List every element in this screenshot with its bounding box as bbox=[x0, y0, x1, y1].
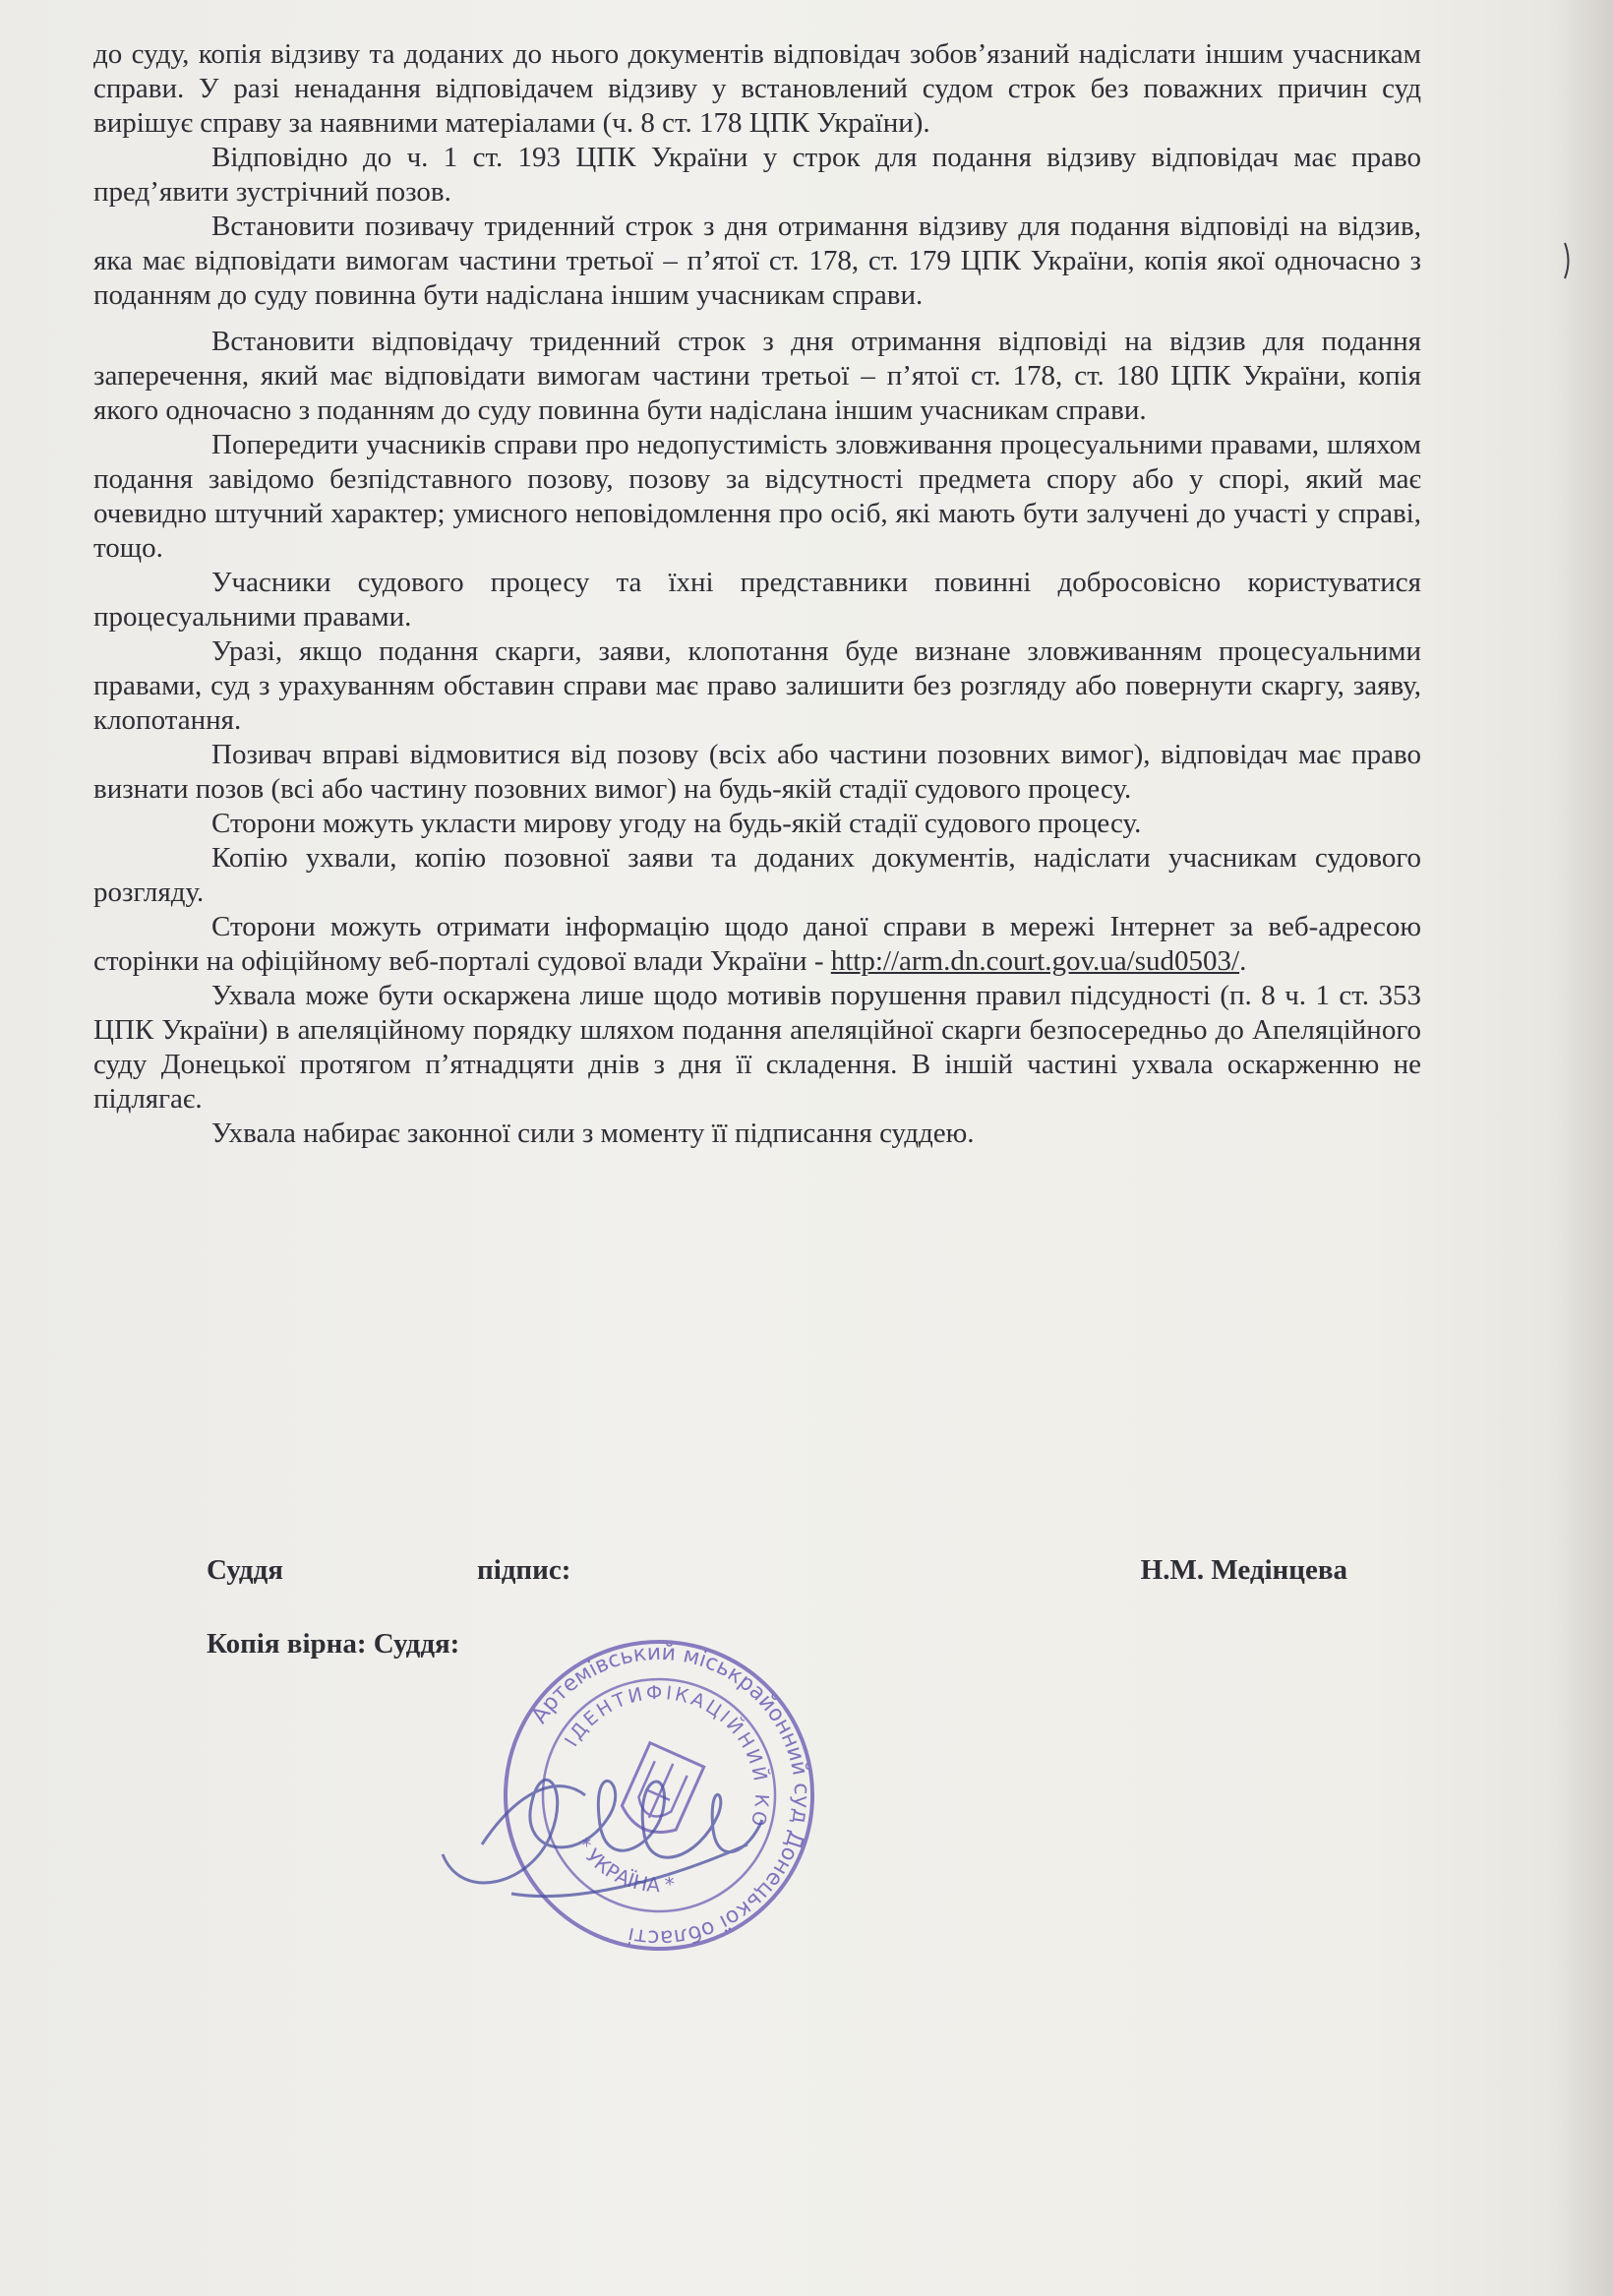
court-stamp bbox=[423, 1608, 875, 1982]
paragraph-abuse-warning: Попередити учасників справи про недопустимість зловживання процесуальними правами, шляхом подання завідомо безпідставного позову, позову за відсутності предмета спору або у спорі, який має очевидно штучний характер; умисного неповідомлення про осіб, які мають бути залучені до участі у справі, тощо. bbox=[93, 429, 1421, 564]
stamp-seal bbox=[436, 1608, 875, 1982]
signature-label: підпис: bbox=[477, 1554, 571, 1586]
copy-certified-label: Копія вірна: Суддя: bbox=[207, 1628, 460, 1660]
document-body bbox=[93, 37, 1421, 1151]
paragraph-good-faith: Учасники судового процесу та їхні представники повинні добросовісно користуватися процесуальними правами. bbox=[93, 567, 1421, 633]
paragraph-legal-force: Ухвала набирає законної сили з моменту її підписання суддею. bbox=[211, 1118, 975, 1149]
paragraph-abuse-consequence: Уразі, якщо подання скарги, заяви, клопотання буде визнане зловживанням процесуальними правами, суд з урахуванням обставин справи має право залишити без розгляду або повернути скаргу, заяву, клопотання. bbox=[93, 635, 1421, 736]
paragraph-response-delivery: до суду, копія відзиву та доданих до нього документів відповідач зобов’язаний надіслати іншим учасникам справи. У разі ненадання відповідачем відзиву у встановлений судом строк без поважних причин суд вирішує справу за наявними матеріалами (ч. 8 ст. 178 ЦПК України). bbox=[93, 38, 1421, 139]
paragraph-copies: Копію ухвали, копію позовної заяви та доданих документів, надіслати учасникам судового розгляду. bbox=[93, 842, 1421, 908]
paragraph-waiver: Позивач вправі відмовитися від позову (всіх або частини позовних вимог), відповідач має право визнати позов (всі або частину позовних вимог) на будь-якій стадії судового процесу. bbox=[93, 739, 1421, 805]
paragraph-settlement: Сторони можуть укласти мирову угоду на будь-якій стадії судового процесу. bbox=[211, 808, 1142, 839]
paragraph-internet bbox=[93, 910, 1421, 979]
paragraph-appeal: Ухвала може бути оскаржена лише щодо мотивів порушення правил підсудності (п. 8 ч. 1 ст. 353 ЦПК України) в апеляційному порядку шляхом подання апеляційної скарги безпосередньо до Апеляційного суду Донецької протягом п’ятнадцяти днів з дня її складення. В іншій частині ухвала оскарженню не підлягає. bbox=[93, 980, 1421, 1115]
internet-text: Сторони можуть отримати інформацію щодо даної справи в мережі Інтернет за веб-адресою сторінки на офіційному веб-порталі судової влади України - bbox=[93, 911, 1421, 977]
stamp-bottom-text: * УКРАЇНА * bbox=[570, 1833, 677, 1898]
paragraph-counterclaim: Відповідно до ч. 1 ст. 193 ЦПК України у строк для подання відзиву відповідач має право пред’явити зустрічний позов. bbox=[93, 142, 1421, 208]
stamp-outer-text: Артемівський міськрайонний суд Донецької області bbox=[527, 1640, 814, 1951]
paragraph-defendant-deadline: Встановити відповідачу триденний строк з дня отримання відповіді на відзив для подання заперечення, який має відповідати вимогам частини третьої – п’ятої ст. 178, ст. 180 ЦПК України, копія якого одночасно з поданням до суду повинна бути надіслана іншим учасникам справи. bbox=[93, 326, 1421, 426]
signature-row bbox=[207, 1554, 1347, 1594]
judge-name: Н.М. Медінцева bbox=[1140, 1554, 1347, 1586]
page-edge-shadow bbox=[1554, 0, 1613, 2296]
trident-emblem bbox=[617, 1743, 703, 1842]
stamp-inner-text: ІДЕНТИФІКАЦІЙНИЙ КОД bbox=[561, 1681, 773, 1832]
paragraph-plaintiff-deadline: Встановити позивачу триденний строк з дня отримання відзиву для подання відповіді на відзив, яка має відповідати вимогам частини третьої – п’ятої ст. 178, ст. 179 ЦПК України, копія якої одночасно з поданням до суду повинна бути надіслана іншим учасникам справи. bbox=[93, 211, 1421, 311]
margin-mark-icon bbox=[1562, 241, 1574, 280]
judge-label: Суддя bbox=[207, 1554, 283, 1586]
court-website-link[interactable]: http://arm.dn.court.gov.ua/sud0503/ bbox=[830, 945, 1240, 977]
internet-text-end: . bbox=[1239, 945, 1247, 977]
